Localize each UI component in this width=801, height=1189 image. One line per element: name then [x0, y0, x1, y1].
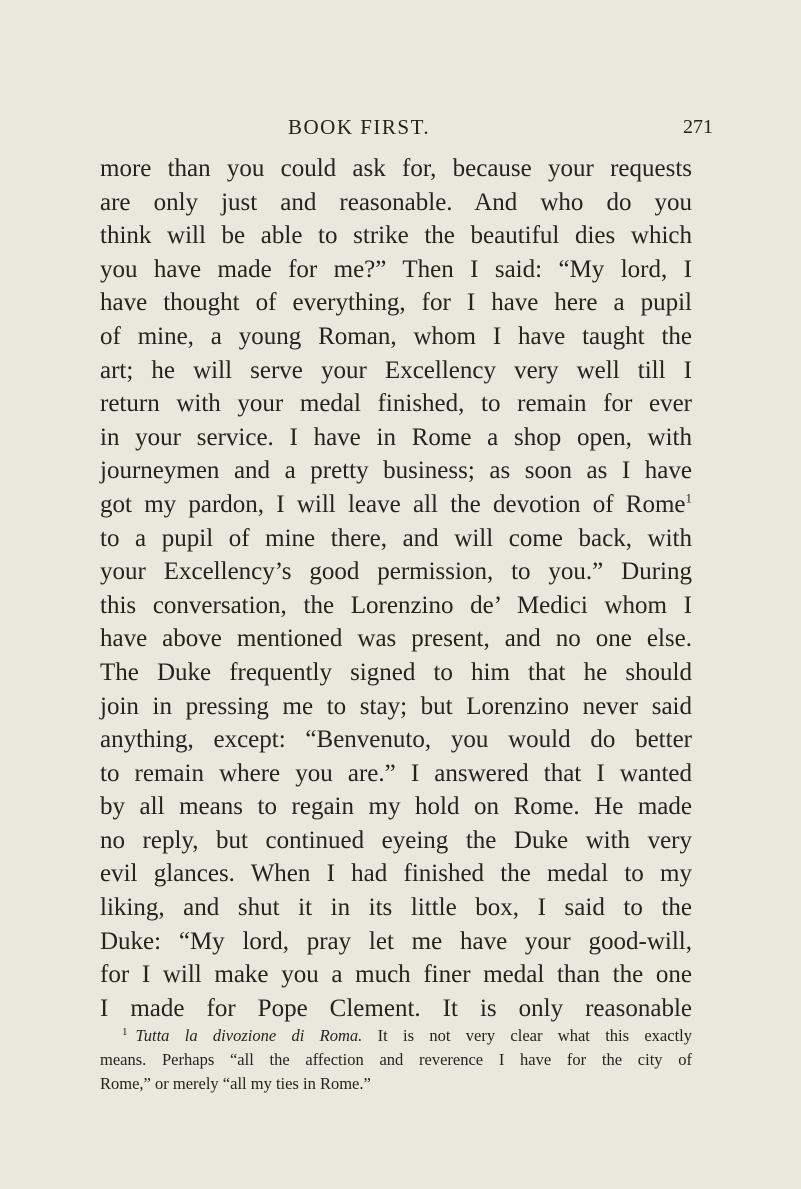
text-line: I made for Pope Clement. It is only reasonable	[100, 994, 692, 1022]
footnote-reference: 1	[685, 490, 692, 506]
text-line: your Excellency’s good permission, to you.” During	[100, 558, 692, 586]
text-line: have thought of everything, for I have here a pupil	[100, 289, 692, 317]
text-line: art; he will serve your Excellency very well till I	[100, 356, 692, 384]
text-line: you have made for me?” Then I said: “My lord, I	[100, 255, 692, 283]
text-line: are only just and reasonable. And who do you	[100, 188, 692, 216]
footnote-line: Rome,” or merely “all my ties in Rome.”	[100, 1074, 371, 1093]
text-line-with-footnote-ref	[100, 488, 692, 522]
text-line: anything, except: “Benvenuto, you would do better	[100, 726, 692, 754]
footnote-line: means. Perhaps “all the affection and reverence I have for the city of	[100, 1050, 692, 1069]
text-line: journeymen and a pretty business; as soon as I have	[100, 457, 692, 485]
text-line: join in pressing me to stay; but Lorenzino never said	[100, 692, 692, 720]
footnote-text: It is not very clear what this exactly	[362, 1026, 692, 1045]
text-line: for I will make you a much finer medal than the one	[100, 961, 692, 989]
text-line: by all means to regain my hold on Rome. He made	[100, 793, 692, 821]
text-line: of mine, a young Roman, whom I have taught the	[100, 322, 692, 350]
text-line: liking, and shut it in its little box, I said to the	[100, 894, 692, 922]
footnote-italic-phrase: Tutta la divozione di Roma.	[135, 1026, 363, 1045]
text-line-content: got my pardon, I will leave all the devotion of Rome	[100, 490, 686, 518]
footnote-line	[100, 1024, 692, 1048]
text-line: return with your medal finished, to remain for ever	[100, 390, 692, 418]
text-line: more than you could ask for, because your requests	[100, 155, 692, 182]
text-line: evil glances. When I had finished the medal to my	[100, 860, 692, 888]
text-line: have above mentioned was present, and no one else.	[100, 625, 692, 653]
text-line: in your service. I have in Rome a shop open, with	[100, 423, 692, 451]
footnote-marker: 1	[122, 1025, 128, 1038]
text-line: The Duke frequently signed to him that he should	[100, 658, 692, 686]
running-title: BOOK FIRST.	[288, 115, 431, 139]
body-text	[100, 152, 692, 1025]
text-line: Duke: “My lord, pray let me have your good-will,	[100, 927, 692, 955]
text-line: no reply, but continued eyeing the Duke with very	[100, 826, 692, 854]
page-number: 271	[683, 116, 713, 138]
running-header	[0, 112, 801, 142]
text-line: think will be able to strike the beautiful dies which	[100, 222, 692, 250]
text-line: to remain where you are.” I answered that I wanted	[100, 759, 692, 787]
text-line: to a pupil of mine there, and will come back, with	[100, 524, 692, 552]
footnote	[100, 1024, 692, 1096]
text-line: this conversation, the Lorenzino de’ Medici whom I	[100, 591, 692, 619]
